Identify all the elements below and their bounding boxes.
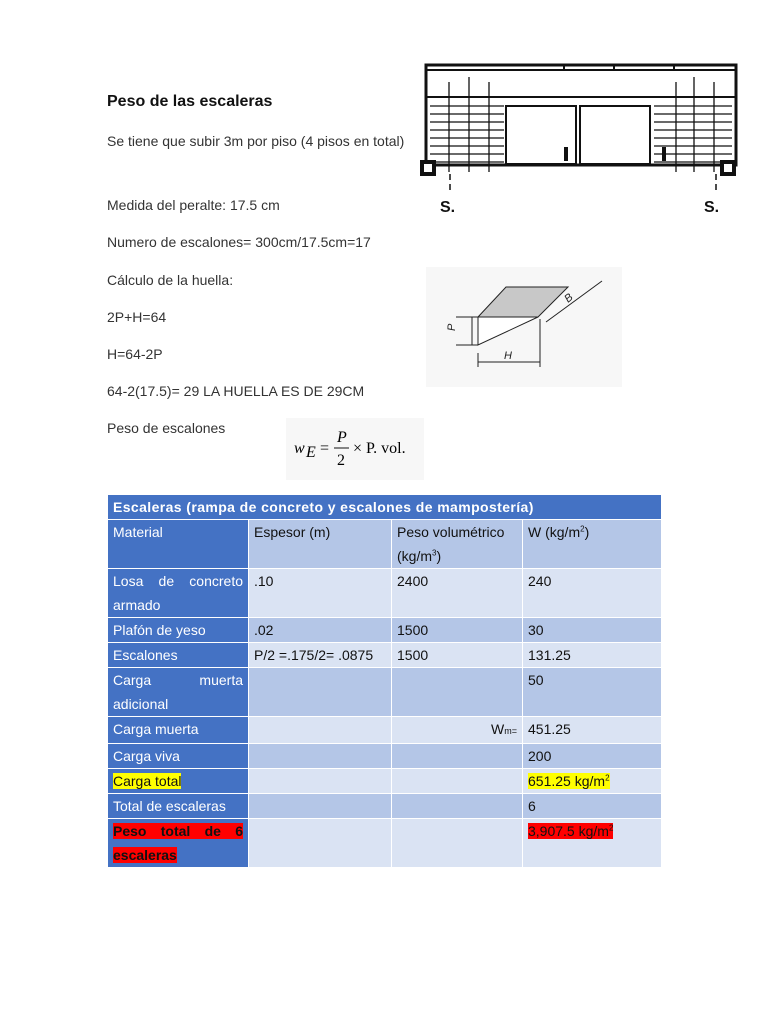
cell-espesor: P/2 =.175/2= .0875 xyxy=(249,643,392,668)
cell-w: 240 xyxy=(523,569,662,618)
table-title: Escaleras (rampa de concreto y escalones de mampostería) xyxy=(108,495,662,520)
table-row xyxy=(108,618,662,643)
cell-material: Carga total xyxy=(108,769,249,794)
text-floors: Se tiene que subir 3m por piso (4 pisos en total) xyxy=(107,133,405,149)
step-diagram xyxy=(426,267,622,387)
cell-material: Losa de concreto armado xyxy=(108,569,249,618)
cell-espesor xyxy=(249,794,392,819)
table-row xyxy=(108,668,662,717)
text-steps-count: Numero de escalones= 300cm/17.5cm=17 xyxy=(107,234,371,250)
text-step-weight: Peso de escalones xyxy=(107,420,226,436)
cell-w: 50 xyxy=(523,668,662,717)
cell-w: 451.25 xyxy=(523,717,662,744)
section-label-right: S. xyxy=(704,199,720,216)
cell-material: Carga muerta xyxy=(108,717,249,744)
table-row xyxy=(108,717,662,744)
section-label-left: S. xyxy=(440,199,456,216)
table-row xyxy=(108,794,662,819)
step-label-h: H xyxy=(504,350,512,362)
cell-espesor xyxy=(249,668,392,717)
cell-material: Escalones xyxy=(108,643,249,668)
stair-section-drawing xyxy=(414,62,742,217)
page-heading: Peso de las escaleras xyxy=(107,93,273,110)
cell-peso xyxy=(392,744,523,769)
cell-material: Peso total de 6 escaleras xyxy=(108,819,249,868)
cell-espesor: .02 xyxy=(249,618,392,643)
cell-peso xyxy=(392,819,523,868)
cell-espesor: .10 xyxy=(249,569,392,618)
cell-peso: Wm= xyxy=(392,717,523,744)
table-row xyxy=(108,643,662,668)
cell-w: 6 xyxy=(523,794,662,819)
text-tread-result: 64-2(17.5)= 29 LA HUELLA ES DE 29CM xyxy=(107,383,365,399)
cell-peso: 1500 xyxy=(392,618,523,643)
cell-peso xyxy=(392,769,523,794)
cell-espesor xyxy=(249,769,392,794)
cell-w: 200 xyxy=(523,744,662,769)
cell-w: 30 xyxy=(523,618,662,643)
cell-material: Carga viva xyxy=(108,744,249,769)
cell-peso xyxy=(392,794,523,819)
formula-eq: = xyxy=(320,440,330,457)
cell-peso xyxy=(392,668,523,717)
cell-espesor xyxy=(249,819,392,868)
step-weight-formula xyxy=(286,418,424,480)
header-espesor: Espesor (m) xyxy=(249,520,392,569)
header-w: W $(kg/m^2)$ xyxy=(523,520,662,569)
formula-lhs: w xyxy=(294,440,305,457)
cell-material: Carga muerta adicional xyxy=(108,668,249,717)
table-row xyxy=(108,819,662,868)
cell-w: 131.25 xyxy=(523,643,662,668)
cell-w: 3,907.5 $kg/m^2$ xyxy=(523,819,662,868)
text-formula-2: H=64-2P xyxy=(107,346,163,362)
table-row xyxy=(108,569,662,618)
stair-load-table xyxy=(107,494,662,868)
cell-material: Total de escaleras xyxy=(108,794,249,819)
cell-espesor xyxy=(249,744,392,769)
formula-sub: E xyxy=(306,444,316,461)
cell-peso: 2400 xyxy=(392,569,523,618)
header-peso-vol: Peso volumétrico $(kg/m^3)$ xyxy=(392,520,523,569)
text-tread-calc: Cálculo de la huella: xyxy=(107,272,234,288)
cell-peso: 1500 xyxy=(392,643,523,668)
formula-rhs: × P. vol. xyxy=(353,440,406,457)
table-row xyxy=(108,744,662,769)
cell-w: 651.25 $kg/m^2$ xyxy=(523,769,662,794)
step-label-p: P xyxy=(446,323,458,331)
formula-num: P xyxy=(337,429,347,446)
header-material: Material xyxy=(108,520,249,569)
step-label-b: B xyxy=(562,291,576,306)
text-riser: Medida del peralte: 17.5 cm xyxy=(107,197,280,213)
table-row xyxy=(108,769,662,794)
table-title-row xyxy=(108,495,662,520)
cell-material: Plafón de yeso xyxy=(108,618,249,643)
text-formula-1: 2P+H=64 xyxy=(107,309,167,325)
table-header-row xyxy=(108,520,662,569)
cell-espesor xyxy=(249,717,392,744)
formula-den: 2 xyxy=(337,452,345,469)
